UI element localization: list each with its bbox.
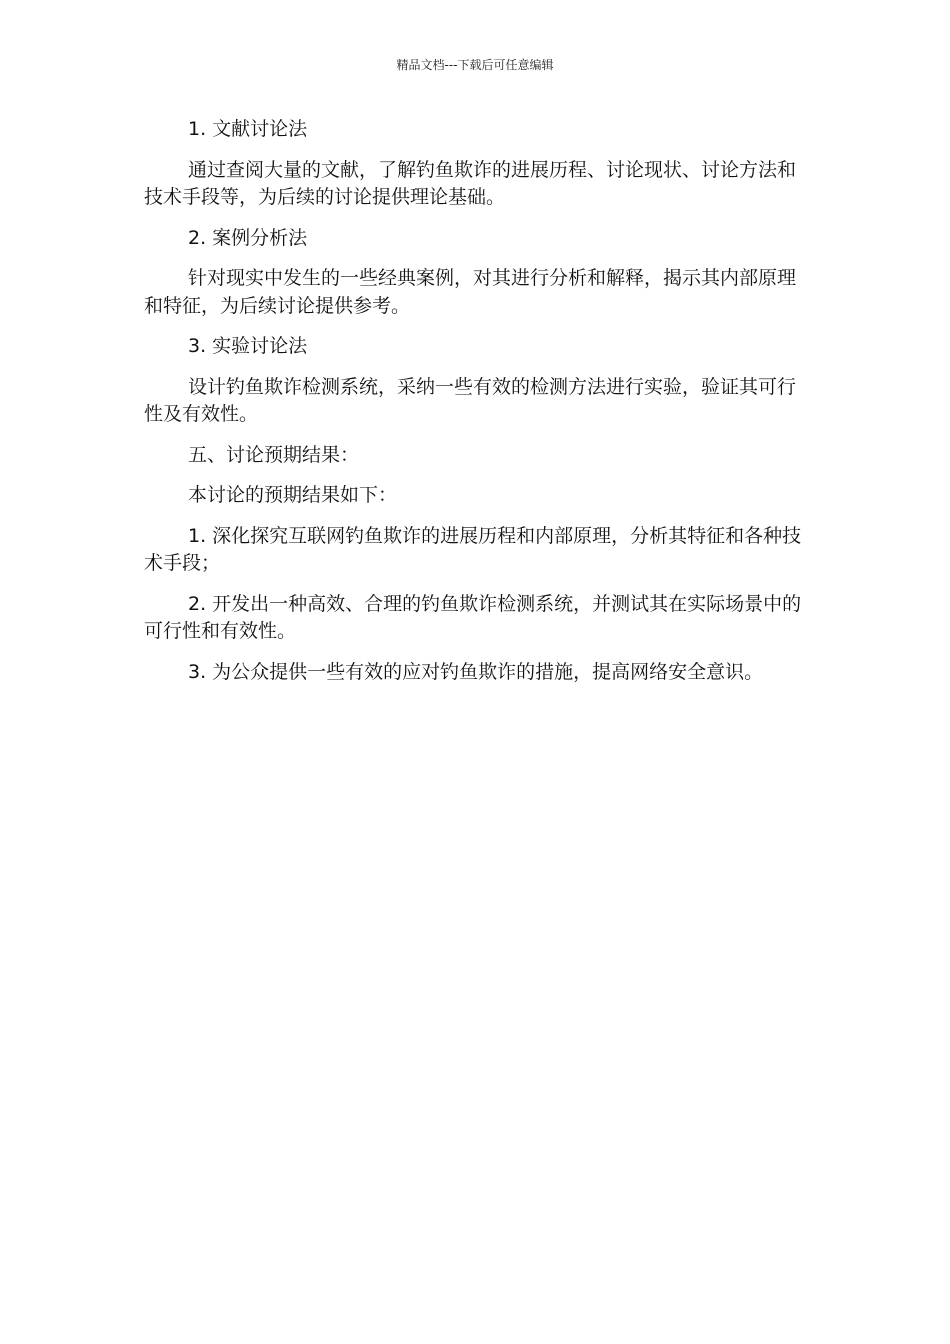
page-header: 精品文档---下载后可任意编辑 — [396, 58, 554, 72]
method-text-case-analysis: 针对现实中发生的一些经典案例，对其进行分析和解释，揭示其内部原理和特征，为后续讨论提供参考。 — [144, 267, 797, 317]
expected-result-item-2: 2. 开发出一种高效、合理的钓鱼欺诈检测系统，并测试其在实际场景中的可行性和有效性。 — [144, 592, 802, 642]
method-heading-case-analysis: 2. 案例分析法 — [188, 226, 308, 249]
method-heading-literature: 1. 文献讨论法 — [188, 118, 308, 140]
expected-result-item-1: 1. 深化探究互联网钓鱼欺诈的进展历程和内部原理，分析其特征和各种技术手段； — [144, 524, 802, 574]
document-body — [144, 116, 806, 699]
expected-results-intro: 本讨论的预期结果如下： — [188, 484, 398, 506]
section-heading-expected-results: 五、讨论预期结果： — [188, 443, 360, 466]
method-heading-experiment: 3. 实验讨论法 — [188, 335, 308, 357]
method-text-experiment: 设计钓鱼欺诈检测系统，采纳一些有效的检测方法进行实验，验证其可行性及有效性。 — [144, 375, 797, 425]
method-text-literature: 通过查阅大量的文献，了解钓鱼欺诈的进展历程、讨论现状、讨论方法和技术手段等，为后续的讨论提供理论基础。 — [144, 158, 797, 208]
expected-result-item-3: 3. 为公众提供一些有效的应对钓鱼欺诈的措施，提高网络安全意识。 — [188, 660, 764, 683]
